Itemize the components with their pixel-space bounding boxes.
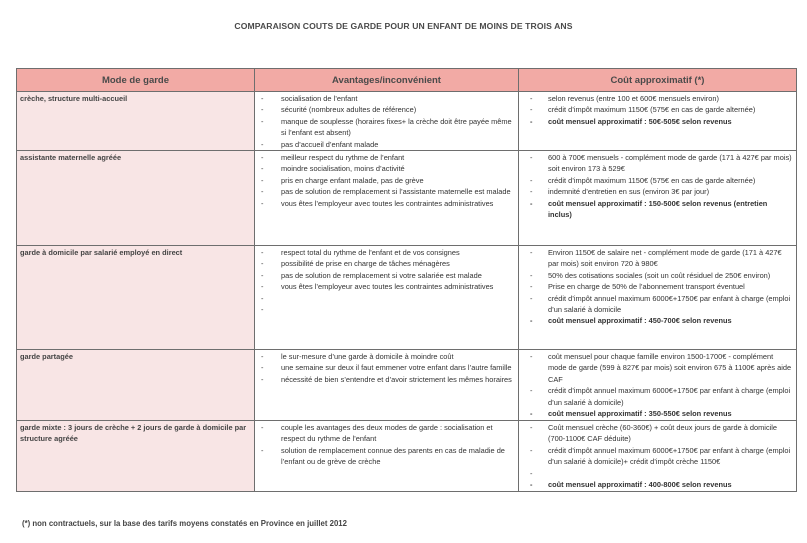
table-row xyxy=(17,151,797,246)
list-item xyxy=(258,293,515,304)
list-item: - socialisation de l’enfant xyxy=(258,93,515,104)
footnote: (*) non contractuels, sur la base des tarifs moyens constatés en Province en juillet 2012 xyxy=(22,519,347,528)
list-item: - crédit d’impôt annuel maximum 6000€+1750€ par enfant à charge (emploi d’un salarié à domicile)+ crédit d’impôt crèche 1150€ xyxy=(522,445,793,468)
list-item: - coût mensuel approximatif : 150-500€ selon revenus (entretien inclus) xyxy=(522,198,793,221)
list-item: - meilleur respect du rythme de l’enfant xyxy=(258,152,515,163)
header-avantages: Avantages/inconvénient xyxy=(255,69,519,92)
list-item: - crédit d’impôt annuel maximum 6000€+1750€ par enfant à charge (emploi d’un salarié à domicile xyxy=(522,293,793,316)
list-item: - coût mensuel approximatif : 350-550€ selon revenus xyxy=(522,408,793,419)
list-item: - Prise en charge de 50% de l’abonnement transport éventuel xyxy=(522,281,793,292)
list-item: - coût mensuel approximatif : 50€-505€ selon revenus xyxy=(522,116,793,127)
list-item xyxy=(522,468,793,479)
list-item: - pas de solution de remplacement si l’assistante maternelle est malade xyxy=(258,186,515,197)
list-item: - manque de souplesse (horaires fixes+ la crèche doit être payée même si l’enfant est absent) xyxy=(258,116,515,139)
list-item: - le sur-mesure d’une garde à domicile à moindre coût xyxy=(258,351,515,362)
list-item: - pas d’accueil d’enfant malade xyxy=(258,139,515,150)
list-item: - 50% des cotisations sociales (soit un coût résiduel de 250€ environ) xyxy=(522,270,793,281)
list-item: - pris en charge enfant malade, pas de grève xyxy=(258,175,515,186)
avantages-cell xyxy=(255,151,519,246)
cout-cell xyxy=(519,350,797,421)
header-mode: Mode de garde xyxy=(17,69,255,92)
table-row xyxy=(17,92,797,151)
header-row xyxy=(17,69,797,92)
avantages-cell xyxy=(255,421,519,492)
avantages-cell xyxy=(255,246,519,350)
cout-cell xyxy=(519,151,797,246)
list-item: - nécessité de bien s’entendre et d’avoir strictement les mêmes horaires xyxy=(258,374,515,385)
cout-cell xyxy=(519,92,797,151)
list-item: - Environ 1150€ de salaire net - complément mode de garde (171 à 427€ par mois) soit environ 720 à 980€ xyxy=(522,247,793,270)
list-item: - couple les avantages des deux modes de garde : socialisation et respect du rythme de l’enfant xyxy=(258,422,515,445)
list-item: - 600 à 700€ mensuels - complément mode de garde (171 à 427€ par mois) soit environ 173 à 529€ xyxy=(522,152,793,175)
page-title: COMPARAISON COUTS DE GARDE POUR UN ENFANT DE MOINS DE TROIS ANS xyxy=(234,21,573,31)
table-row xyxy=(17,421,797,492)
list-item xyxy=(258,304,515,315)
list-item: - pas de solution de remplacement si votre salariée est malade xyxy=(258,270,515,281)
list-item: - vous êtes l’employeur avec toutes les contraintes administratives xyxy=(258,198,515,209)
cout-cell xyxy=(519,421,797,492)
avantages-cell xyxy=(255,92,519,151)
list-item: - crédit d’impôt maximum 1150€ (575€ en cas de garde alternée) xyxy=(522,104,793,115)
list-item: - coût mensuel approximatif : 400-800€ selon revenus xyxy=(522,479,793,490)
mode-cell: garde partagée xyxy=(17,350,255,421)
mode-cell: garde à domicile par salarié employé en direct xyxy=(17,246,255,350)
list-item: - coût mensuel pour chaque famille environ 1500-1700€ - complément mode de garde (599 à 827€ par mois) soit environ 675 à 1100€ après aide CAF xyxy=(522,351,793,385)
comparison-table xyxy=(16,68,797,492)
list-item: - moindre socialisation, moins d’activité xyxy=(258,163,515,174)
list-item: - crédit d’impôt annuel maximum 6000€+1750€ par enfant à charge (emploi d’un salarié à domicile) xyxy=(522,385,793,408)
list-item: - sécurité (nombreux adultes de référence) xyxy=(258,104,515,115)
list-item: - indemnité d’entretien en sus (environ 3€ par jour) xyxy=(522,186,793,197)
list-item: - respect total du rythme de l’enfant et de vos consignes xyxy=(258,247,515,258)
table-row xyxy=(17,350,797,421)
list-item: - vous êtes l’employeur avec toutes les contraintes administratives xyxy=(258,281,515,292)
cout-cell xyxy=(519,246,797,350)
list-item: - selon revenus (entre 100 et 600€ mensuels environ) xyxy=(522,93,793,104)
avantages-cell xyxy=(255,350,519,421)
list-item: - une semaine sur deux il faut emmener votre enfant dans l’autre famille xyxy=(258,362,515,373)
mode-cell: assistante maternelle agréée xyxy=(17,151,255,246)
mode-cell: garde mixte : 3 jours de crèche + 2 jours de garde à domicile par structure agréée xyxy=(17,421,255,492)
list-item: - coût mensuel approximatif : 450-700€ selon revenus xyxy=(522,315,793,326)
list-item: - Coût mensuel crèche (60-360€) + coût deux jours de garde à domicile (700-1100€ CAF déduite) xyxy=(522,422,793,445)
list-item: - solution de remplacement connue des parents en cas de maladie de l’enfant ou de grève de crèche xyxy=(258,445,515,468)
header-cout: Coût approximatif (*) xyxy=(519,69,797,92)
table-row xyxy=(17,246,797,350)
mode-cell: crèche, structure multi-accueil xyxy=(17,92,255,151)
list-item: - crédit d’impôt maximum 1150€ (575€ en cas de garde alternée) xyxy=(522,175,793,186)
list-item: - possibilité de prise en charge de tâches ménagères xyxy=(258,258,515,269)
